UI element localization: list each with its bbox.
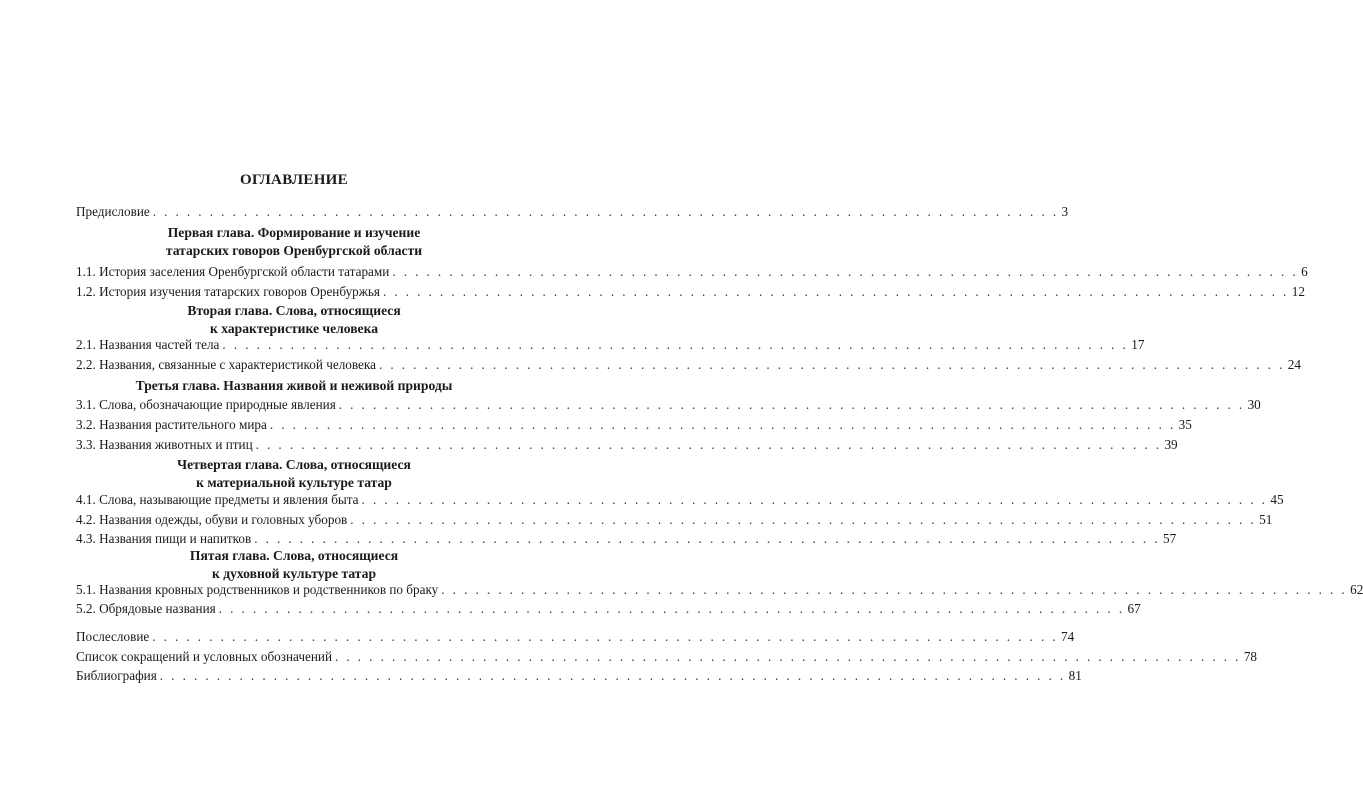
toc-entry-page: 74 xyxy=(1061,629,1075,644)
toc-leader-dots: . . . . . . . . . . . . . . . . . . . . . . . . . . . . . . . . . . . . . . . . . . . . . . . . . . . . . . . . . . . . . . . . . . . . . . . . . . . . . . . . xyxy=(152,629,1059,644)
toc-entry-3-3 xyxy=(76,436,1178,454)
page-title: ОГЛАВЛЕНИЕ xyxy=(240,172,348,188)
toc-entry-4-3 xyxy=(76,530,1177,548)
chapter-heading-line: Пятая глава. Слова, относящиеся xyxy=(189,548,399,563)
chapter-heading-2 xyxy=(76,302,512,338)
toc-entry-label: 4.2. Названия одежды, обуви и головных уборов xyxy=(76,512,348,527)
toc-entry-page: 3 xyxy=(1061,204,1069,219)
chapter-heading-line: Первая глава. Формирование и изучение xyxy=(167,225,421,240)
toc-leader-dots: . . . . . . . . . . . . . . . . . . . . . . . . . . . . . . . . . . . . . . . . . . . . . . . . . . . . . . . . . . . . . . . . . . . . . . . . . . . . . . . . xyxy=(392,264,1299,279)
chapter-heading-line: Третья глава. Названия живой и неживой природы xyxy=(135,378,453,393)
toc-entry-label: 1.2. История изучения татарских говоров Оренбуржья xyxy=(76,284,380,299)
toc-entry-page: 24 xyxy=(1287,357,1301,372)
toc-entry-label: Предисловие xyxy=(76,204,150,219)
toc-entry-3-2 xyxy=(76,416,1192,434)
toc-leader-dots: . . . . . . . . . . . . . . . . . . . . . . . . . . . . . . . . . . . . . . . . . . . . . . . . . . . . . . . . . . . . . . . . . . . . . . . . . . . . . . . . xyxy=(441,582,1348,597)
toc-entry-page: 39 xyxy=(1164,437,1178,452)
toc-entry-label: 2.1. Названия частей тела xyxy=(76,337,220,352)
toc-leader-dots: . . . . . . . . . . . . . . . . . . . . . . . . . . . . . . . . . . . . . . . . . . . . . . . . . . . . . . . . . . . . . . . . . . . . . . . . . . . . . . . . xyxy=(222,337,1129,352)
toc-entry-label: Послесловие xyxy=(76,629,150,644)
toc-entry-page: 81 xyxy=(1068,668,1082,683)
chapter-heading-1 xyxy=(76,224,512,260)
chapter-heading-line: Четвертая глава. Слова, относящиеся xyxy=(177,457,411,472)
toc-entry-label: 5.2. Обрядовые названия xyxy=(76,601,216,616)
toc-entry-page: 12 xyxy=(1291,284,1305,299)
toc-entry-label: Библиография xyxy=(76,668,157,683)
toc-entry-page: 51 xyxy=(1259,512,1273,527)
toc-entry-page: 17 xyxy=(1131,337,1145,352)
toc-entry-page: 78 xyxy=(1243,649,1257,664)
toc-entry-page: 45 xyxy=(1270,492,1284,507)
toc-leader-dots: . . . . . . . . . . . . . . . . . . . . . . . . . . . . . . . . . . . . . . . . . . . . . . . . . . . . . . . . . . . . . . . . . . . . . . . . . . . . . . . . xyxy=(159,668,1066,683)
toc-entry-label: 3.2. Названия растительного мира xyxy=(76,417,267,432)
toc-entry-page: 35 xyxy=(1178,417,1192,432)
toc-entry-page: 57 xyxy=(1163,531,1177,546)
toc-entry-2-1 xyxy=(76,336,1145,354)
toc-entry-preface xyxy=(76,203,1069,221)
toc-entry-3-1 xyxy=(76,396,1261,414)
toc-entry-2-2 xyxy=(76,356,1301,374)
chapter-heading-line: к духовной культуре татар xyxy=(211,566,376,581)
toc-leader-dots: . . . . . . . . . . . . . . . . . . . . . . . . . . . . . . . . . . . . . . . . . . . . . . . . . . . . . . . . . . . . . . . . . . . . . . . . . . . . . . . . xyxy=(218,601,1125,616)
toc-entry-page: 30 xyxy=(1247,397,1261,412)
toc-entry-afterword xyxy=(76,628,1075,646)
toc-entry-label: 5.1. Названия кровных родственников и родственников по браку xyxy=(76,582,439,597)
toc-entry-bibliography xyxy=(76,667,1082,685)
toc-entry-label: 3.1. Слова, обозначающие природные явления xyxy=(76,397,336,412)
toc-entry-label: Список сокращений и условных обозначений xyxy=(76,649,332,664)
toc-entry-label: 3.3. Названия животных и птиц xyxy=(76,437,253,452)
toc-entry-1-2 xyxy=(76,283,1305,301)
chapter-heading-5 xyxy=(76,547,512,583)
toc-entry-page: 6 xyxy=(1301,264,1308,279)
toc-entry-5-2 xyxy=(76,600,1141,618)
toc-leader-dots: . . . . . . . . . . . . . . . . . . . . . . . . . . . . . . . . . . . . . . . . . . . . . . . . . . . . . . . . . . . . . . . . . . . . . . . . . . . . . . . . xyxy=(350,512,1257,527)
toc-leader-dots: . . . . . . . . . . . . . . . . . . . . . . . . . . . . . . . . . . . . . . . . . . . . . . . . . . . . . . . . . . . . . . . . . . . . . . . . . . . . . . . . xyxy=(361,492,1268,507)
toc-leader-dots: . . . . . . . . . . . . . . . . . . . . . . . . . . . . . . . . . . . . . . . . . . . . . . . . . . . . . . . . . . . . . . . . . . . . . . . . . . . . . . . . xyxy=(382,284,1289,299)
chapter-heading-line: татарских говоров Оренбургской области xyxy=(165,243,423,258)
toc-leader-dots: . . . . . . . . . . . . . . . . . . . . . . . . . . . . . . . . . . . . . . . . . . . . . . . . . . . . . . . . . . . . . . . . . . . . . . . . . . . . . . . . xyxy=(255,437,1162,452)
toc-entry-label: 2.2. Названия, связанные с характеристикой человека xyxy=(76,357,376,372)
toc-entry-page: 62 xyxy=(1350,582,1363,597)
chapter-heading-4 xyxy=(76,456,512,492)
toc-leader-dots: . . . . . . . . . . . . . . . . . . . . . . . . . . . . . . . . . . . . . . . . . . . . . . . . . . . . . . . . . . . . . . . . . . . . . . . . . . . . . . . . xyxy=(378,357,1285,372)
chapter-heading-line: к характеристике человека xyxy=(210,321,378,336)
chapter-heading-line: к материальной культуре татар xyxy=(196,475,392,490)
toc-leader-dots: . . . . . . . . . . . . . . . . . . . . . . . . . . . . . . . . . . . . . . . . . . . . . . . . . . . . . . . . . . . . . . . . . . . . . . . . . . . . . . . . xyxy=(254,531,1161,546)
toc-entry-label: 4.1. Слова, называющие предметы и явления быта xyxy=(76,492,359,507)
toc-leader-dots: . . . . . . . . . . . . . . . . . . . . . . . . . . . . . . . . . . . . . . . . . . . . . . . . . . . . . . . . . . . . . . . . . . . . . . . . . . . . . . . . xyxy=(152,204,1059,219)
toc-entry-1-1 xyxy=(76,263,1308,281)
toc-entry-label: 4.3. Названия пищи и напитков xyxy=(76,531,252,546)
toc-entry-label: 1.1. История заселения Оренбургской области татарами xyxy=(76,264,390,279)
toc-entry-page: 67 xyxy=(1127,601,1141,616)
toc-entry-4-1 xyxy=(76,491,1284,509)
toc-leader-dots: . . . . . . . . . . . . . . . . . . . . . . . . . . . . . . . . . . . . . . . . . . . . . . . . . . . . . . . . . . . . . . . . . . . . . . . . . . . . . . . . xyxy=(335,649,1241,664)
toc-leader-dots: . . . . . . . . . . . . . . . . . . . . . . . . . . . . . . . . . . . . . . . . . . . . . . . . . . . . . . . . . . . . . . . . . . . . . . . . . . . . . . . . xyxy=(338,397,1245,412)
chapter-heading-line: Вторая глава. Слова, относящиеся xyxy=(187,303,401,318)
chapter-heading-3 xyxy=(76,377,512,395)
toc-entry-4-2 xyxy=(76,511,1273,529)
toc-entry-5-1 xyxy=(76,581,1363,599)
toc-entry-abbreviations xyxy=(76,648,1257,666)
toc-leader-dots: . . . . . . . . . . . . . . . . . . . . . . . . . . . . . . . . . . . . . . . . . . . . . . . . . . . . . . . . . . . . . . . . . . . . . . . . . . . . . . . . xyxy=(269,417,1176,432)
